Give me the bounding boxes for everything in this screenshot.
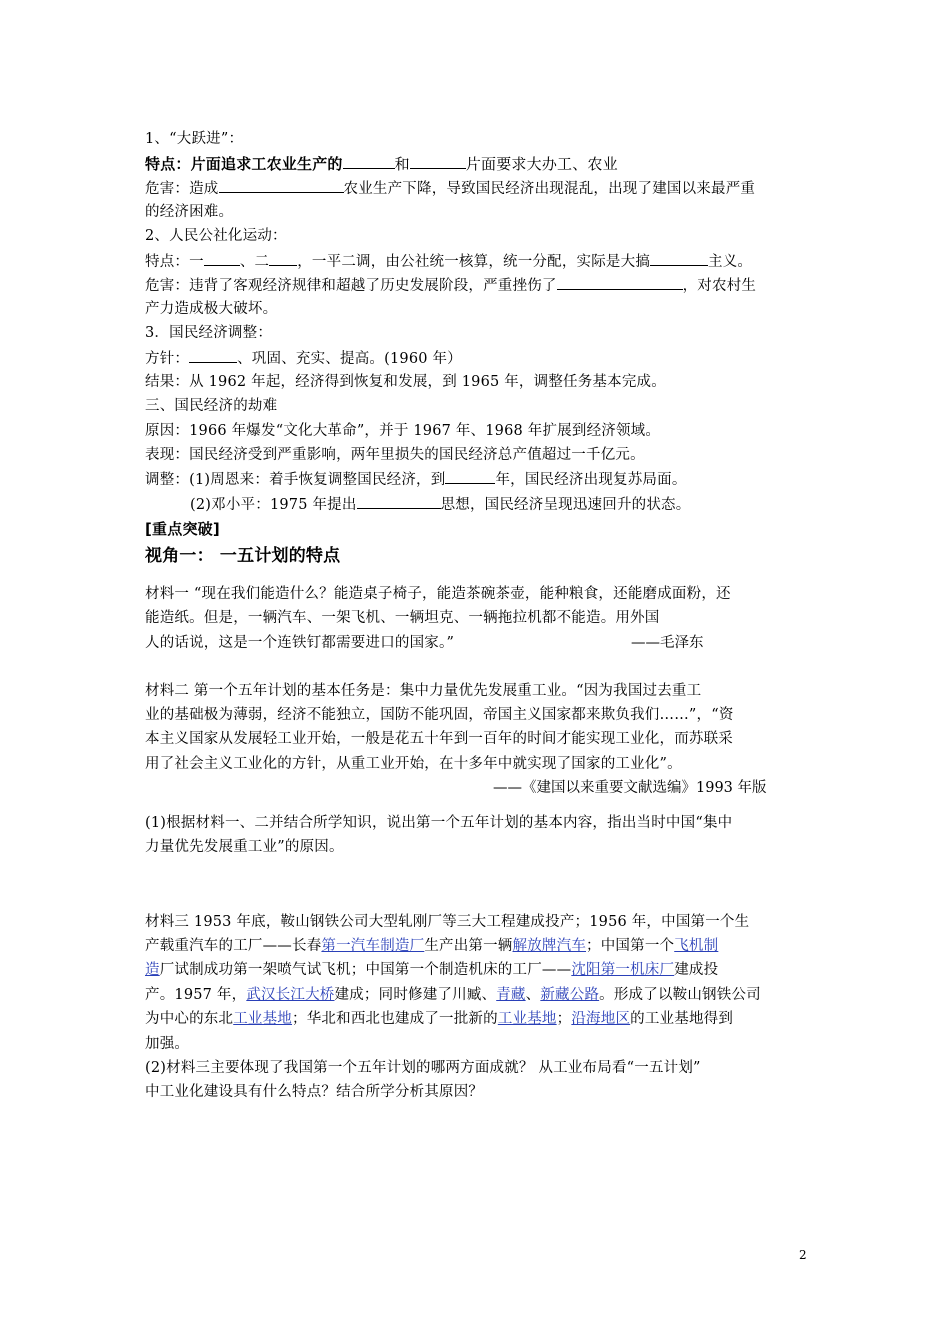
answer-blank[interactable] bbox=[445, 468, 495, 484]
section-commune-title: 2、人民公社化运动： bbox=[145, 228, 287, 244]
link-jiefang-truck[interactable]: 解放牌汽车 bbox=[512, 938, 587, 954]
link-industrial-base[interactable]: 工业基地 bbox=[233, 1011, 293, 1027]
commune-harm-line-cont: 产力造成极大破坏。 bbox=[145, 301, 278, 317]
commune-harm-line: 危害：违背了客观经济规律和超越了历史发展阶段，严重挫伤了 ，对农村生 bbox=[145, 274, 756, 297]
material2-line: 材料二 第一个五年计划的基本任务是：集中力量优先发展重工业。“因为我国过去重工 bbox=[145, 683, 702, 699]
answer-blank[interactable] bbox=[189, 347, 237, 363]
catastrophe-adjust-line-1: 调整：(1)周恩来：着手恢复调整国民经济，到 年，国民经济出现复苏局面。 bbox=[145, 468, 687, 491]
answer-blank[interactable] bbox=[357, 493, 441, 509]
catastrophe-adjust-line-2: (2)邓小平：1975 年提出 思想，国民经济呈现迅速回升的状态。 bbox=[190, 493, 690, 516]
answer-blank[interactable] bbox=[650, 250, 708, 266]
link-industrial-base[interactable]: 工业基地 bbox=[497, 1011, 557, 1027]
material3-line: 为中心的东北工业基地；华北和西北也建成了一批新的工业基地；沿海地区的工业基地得到 bbox=[145, 1011, 734, 1027]
material2-line: 本主义国家从发展轻工业开始，一般是花五十年到一百年的时间才能实现工业化，而苏联采 bbox=[145, 731, 733, 747]
material1-source: ——毛泽东 bbox=[631, 635, 704, 651]
link-coastal-region[interactable]: 沿海地区 bbox=[571, 1011, 631, 1027]
great-leap-harm-line-cont: 的经济困难。 bbox=[145, 204, 234, 220]
answer-blank[interactable] bbox=[204, 250, 240, 266]
link-aircraft-factory[interactable]: 飞机制 bbox=[674, 938, 719, 954]
link-xinjiang-tibet-road[interactable]: 新藏公路 bbox=[540, 987, 600, 1003]
adjustment-result-line: 结果：从 1962 年起，经济得到恢复和发展，到 1965 年，调整任务基本完成。 bbox=[145, 374, 666, 390]
link-faw-factory[interactable]: 第一汽车制造厂 bbox=[321, 938, 425, 954]
link-aircraft-factory-cont[interactable]: 造 bbox=[145, 962, 160, 978]
answer-blank[interactable] bbox=[343, 153, 395, 169]
material2-source: ——《建国以来重要文献选编》1993 年版 bbox=[493, 780, 767, 796]
section-adjustment-title: 3．国民经济调整： bbox=[145, 325, 273, 341]
question2-line: 中工业化建设具有什么特点？结合所学分析其原因？ bbox=[145, 1084, 484, 1100]
question1-line: (1)根据材料一、二并结合所学知识，说出第一个五年计划的基本内容，指出当时中国“集中 bbox=[145, 815, 733, 831]
material3-line: 造厂试制成功第一架喷气试飞机；中国第一个制造机床的工厂——沈阳第一机床厂建成投 bbox=[145, 962, 719, 978]
commune-feature-line: 特点：一 、二 ，一平二调，由公社统一核算，统一分配，实际是大搞 主义。 bbox=[145, 250, 752, 273]
material3-line: 材料三 1953 年底，鞍山钢铁公司大型轧刚厂等三大工程建成投产；1956 年，中国第一个生 bbox=[145, 914, 750, 930]
material3-line: 加强。 bbox=[145, 1036, 190, 1052]
link-wuhan-bridge[interactable]: 武汉长江大桥 bbox=[246, 987, 335, 1003]
material1-line: 材料一 “现在我们能造什么？能造桌子椅子，能造茶碗茶壶，能种粮食，还能磨成面粉，还 bbox=[145, 586, 731, 602]
page-number: 2 bbox=[799, 1248, 807, 1262]
catastrophe-cause-line: 原因：1966 年爆发“文化大革命”，并于 1967 年、1968 年扩展到经济领域。 bbox=[145, 423, 661, 439]
section-great-leap-title: 1、“大跃进”： bbox=[145, 131, 244, 147]
section-catastrophe-title: 三、国民经济的劫难 bbox=[145, 398, 278, 414]
great-leap-harm-line: 危害：造成 农业生产下降，导致国民经济出现混乱，出现了建国以来最严重 bbox=[145, 177, 755, 200]
answer-blank[interactable] bbox=[410, 153, 466, 169]
adjustment-policy-line: 方针： 、巩固、充实、提高。(1960 年） bbox=[145, 347, 462, 370]
link-qinghai-tibet[interactable]: 青藏 bbox=[496, 987, 526, 1003]
catastrophe-show-line: 表现：国民经济受到严重影响，两年里损失的国民经济总产值超过一千亿元。 bbox=[145, 447, 645, 463]
angle-heading: 视角一： 一五计划的特点 bbox=[145, 546, 341, 566]
question1-line: 力量优先发展重工业”的原因。 bbox=[145, 839, 344, 855]
great-leap-feature-line: 特点：片面追求工农业生产的 和 片面要求大办工、农业 bbox=[145, 155, 618, 173]
question2-line: (2)材料三主要体现了我国第一个五年计划的哪两方面成就？ 从工业布局看“一五计划” bbox=[145, 1060, 701, 1076]
answer-blank[interactable] bbox=[269, 250, 297, 266]
material1-line: 能造纸。但是，一辆汽车、一架飞机、一辆坦克、一辆拖拉机都不能造。用外国 bbox=[145, 610, 660, 626]
material1-line: 人的话说，这是一个连铁钉都需要进口的国家。” bbox=[145, 635, 455, 651]
material3-line: 产载重汽车的工厂——长春第一汽车制造厂生产出第一辆解放牌汽车；中国第一个飞机制 bbox=[145, 938, 719, 954]
link-shenyang-machine-tool[interactable]: 沈阳第一机床厂 bbox=[571, 962, 675, 978]
material2-line: 业的基础极为薄弱，经济不能独立，国防不能巩固，帝国主义国家都来欺负我们……”，“资 bbox=[145, 707, 734, 723]
answer-blank[interactable] bbox=[557, 274, 683, 290]
material3-line: 产。1957 年，武汉长江大桥建成；同时修建了川臧、青藏、新藏公路。形成了以鞍山钢铁公司 bbox=[145, 987, 761, 1003]
focus-heading: [重点突破] bbox=[145, 520, 220, 538]
material2-line: 用了社会主义工业化的方针，从重工业开始，在十多年中就实现了国家的工业化”。 bbox=[145, 756, 682, 772]
answer-blank[interactable] bbox=[219, 177, 344, 193]
